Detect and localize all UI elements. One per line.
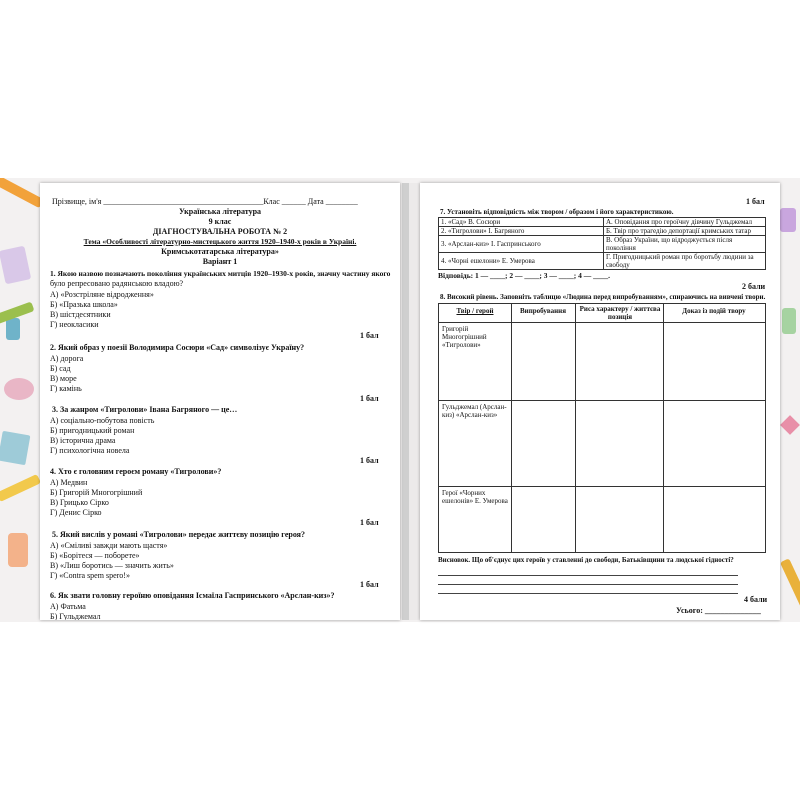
table-row — [439, 253, 766, 270]
answer-blank-line — [438, 575, 738, 576]
answer-option: Г) камінь — [50, 384, 82, 393]
theme-line: Тема «Особливості літературно-мистецького життя 1920–1940-х років в Україні. — [83, 237, 357, 246]
answer-option: А) «Сміливі завжди мають щастя» — [50, 541, 168, 550]
answer-blank-line — [438, 593, 738, 594]
question-7-title: 7. Установіть відповідність між твором / образом і його характеристикою. — [440, 208, 674, 216]
table-cell: 4. «Чорні ешелони» Е. Умерова — [439, 253, 604, 270]
table-row — [439, 227, 766, 236]
question-8-title: 8. Високий рівень. Заповніть таблицю «Людина перед випробуванням», спираючись на вивчені твори. — [440, 293, 766, 301]
table-header: Доказ із подій твору — [682, 307, 746, 315]
question-1-text-2: було репресовано радянською владою? — [50, 279, 184, 288]
book-decoration — [0, 431, 30, 465]
question-4-text: 4. Хто є головним героєм роману «Тигролови»? — [50, 467, 222, 476]
table-cell: 2. «Тигролови» І. Багряного — [439, 227, 604, 236]
pencil-decoration — [0, 178, 44, 208]
answer-option: Б) пригодницький роман — [50, 426, 135, 435]
table-divider — [663, 304, 664, 552]
conclusion-prompt: Висновок. Що об'єднує цих героїв у ставленні до свободи, Батьківщини та людської гідності? — [438, 556, 734, 564]
answer-option: Г) психологічна новела — [50, 446, 130, 455]
right-page — [420, 183, 780, 620]
answer-option: А) Медвин — [50, 478, 88, 487]
sticker-decoration — [780, 208, 796, 232]
table-divider — [439, 322, 765, 323]
score-label: 1 бал — [360, 580, 379, 589]
table-row-hero: Герої «Чорних ешелонів» Е. Умерова — [442, 489, 508, 505]
table-header: Випробування — [520, 307, 566, 315]
answer-option: Б) Гульджемал — [50, 612, 101, 620]
answer-option: А) «Розстріляне відродження» — [50, 290, 154, 299]
student-header-line: Прізвище, ім'я ________________________________________Клас ______ Дата ________ — [52, 197, 358, 206]
table-divider — [511, 304, 512, 552]
answer-option: Г) «Contra spem spero!» — [50, 571, 130, 580]
answer-blank-line — [438, 584, 738, 585]
answer-option: В) шістдесятники — [50, 310, 111, 319]
paper-decoration — [0, 246, 31, 285]
answer-option: Б) «Борітеся — поборете» — [50, 551, 140, 560]
answer-line: Відповідь: 1 — ____; 2 — ____; 3 — ____; 4 — ____. — [438, 271, 611, 280]
answer-option: Б) Григорій Многогрішний — [50, 488, 143, 497]
left-page — [40, 183, 400, 620]
table-divider — [439, 486, 765, 487]
pencil-decoration — [0, 474, 41, 502]
brush-decoration — [8, 533, 28, 567]
answer-option: Г) неокласики — [50, 320, 99, 329]
table-divider — [439, 400, 765, 401]
table-row — [439, 218, 766, 227]
table-row-hero: Григорій Многогрішний «Тигролови» — [442, 325, 487, 349]
answer-option: В) Грицько Сірко — [50, 498, 109, 507]
answer-option: В) море — [50, 374, 77, 383]
matching-table — [438, 217, 766, 270]
answer-option: В) «Лиш боротись — значить жить» — [50, 561, 174, 570]
table-cell: А. Оповідання про героїчну дівчину Гульджемал — [604, 218, 766, 227]
answer-option: Б) «Празька школа» — [50, 300, 118, 309]
palette-decoration — [4, 378, 34, 400]
table-cell: 1. «Сад» В. Сосюри — [439, 218, 604, 227]
heart-decoration — [780, 415, 800, 435]
subject-title: Українська література — [178, 207, 262, 216]
answer-option: А) дорога — [50, 354, 84, 363]
score-label: 4 бали — [744, 595, 768, 604]
table-row — [439, 236, 766, 253]
answer-option: А) Фатьма — [50, 602, 86, 611]
question-2-text: 2. Який образ у поезії Володимира Сосюри «Сад» символізує Україну? — [50, 343, 305, 352]
paint-tube-decoration — [6, 318, 20, 340]
table-row-hero: Гульджемал (Арслан-киз) «Арслан-киз» — [442, 403, 507, 419]
score-label: 1 бал — [746, 197, 765, 206]
score-label: 1 бал — [360, 456, 379, 465]
table-cell: 3. «Арслан-киз» І. Гаспринського — [439, 236, 604, 253]
score-label: 1 бал — [360, 331, 379, 340]
table-cell: В. Образ України, що відроджується після покоління — [604, 236, 766, 253]
answer-option: А) соціально-побутова повість — [50, 416, 155, 425]
table-header: Твір / герой — [456, 307, 494, 315]
table-cell: Б. Твір про трагедію депортації кримських татар — [604, 227, 766, 236]
page-fold — [402, 183, 409, 620]
pencil-decoration — [780, 558, 800, 608]
score-label: 1 бал — [360, 518, 379, 527]
work-title: ДІАГНОСТУВАЛЬНА РОБОТА № 2 — [152, 227, 288, 236]
grade-label: 9 клас — [208, 217, 232, 226]
table-cell: Г. Пригодницький роман про боротьбу людини за свободу — [604, 253, 766, 270]
question-6-text: 6. Як звати головну героїню оповідання Ісмаїла Гаспринського «Арслан-киз»? — [50, 591, 335, 600]
score-label: 1 бал — [360, 394, 379, 403]
total-score-line: Усього: ______________ — [676, 606, 761, 615]
answer-option: Г) Денис Сірко — [50, 508, 102, 517]
score-label: 2 бали — [742, 282, 766, 291]
question-5-text: 5. Який вислів у романі «Тигролови» передає життєву позицію героя? — [52, 530, 305, 539]
question-3-text: 3. За жанром «Тигролови» Івана Багряного — це… — [52, 405, 238, 414]
question-1-text: 1. Якою назвою позначають покоління українських митців 1920–1930-х років, значну частину якого — [50, 269, 391, 278]
character-table — [438, 303, 766, 553]
paint-tube-decoration — [782, 308, 796, 334]
answer-option: Б) сад — [50, 364, 71, 373]
variant-label: Варіант 1 — [202, 257, 238, 266]
theme-line-2: Кримськотатарська література» — [161, 247, 279, 256]
table-header: Риса характеру / життєва позиція — [579, 305, 661, 321]
table-divider — [575, 304, 576, 552]
answer-option: В) історична драма — [50, 436, 116, 445]
